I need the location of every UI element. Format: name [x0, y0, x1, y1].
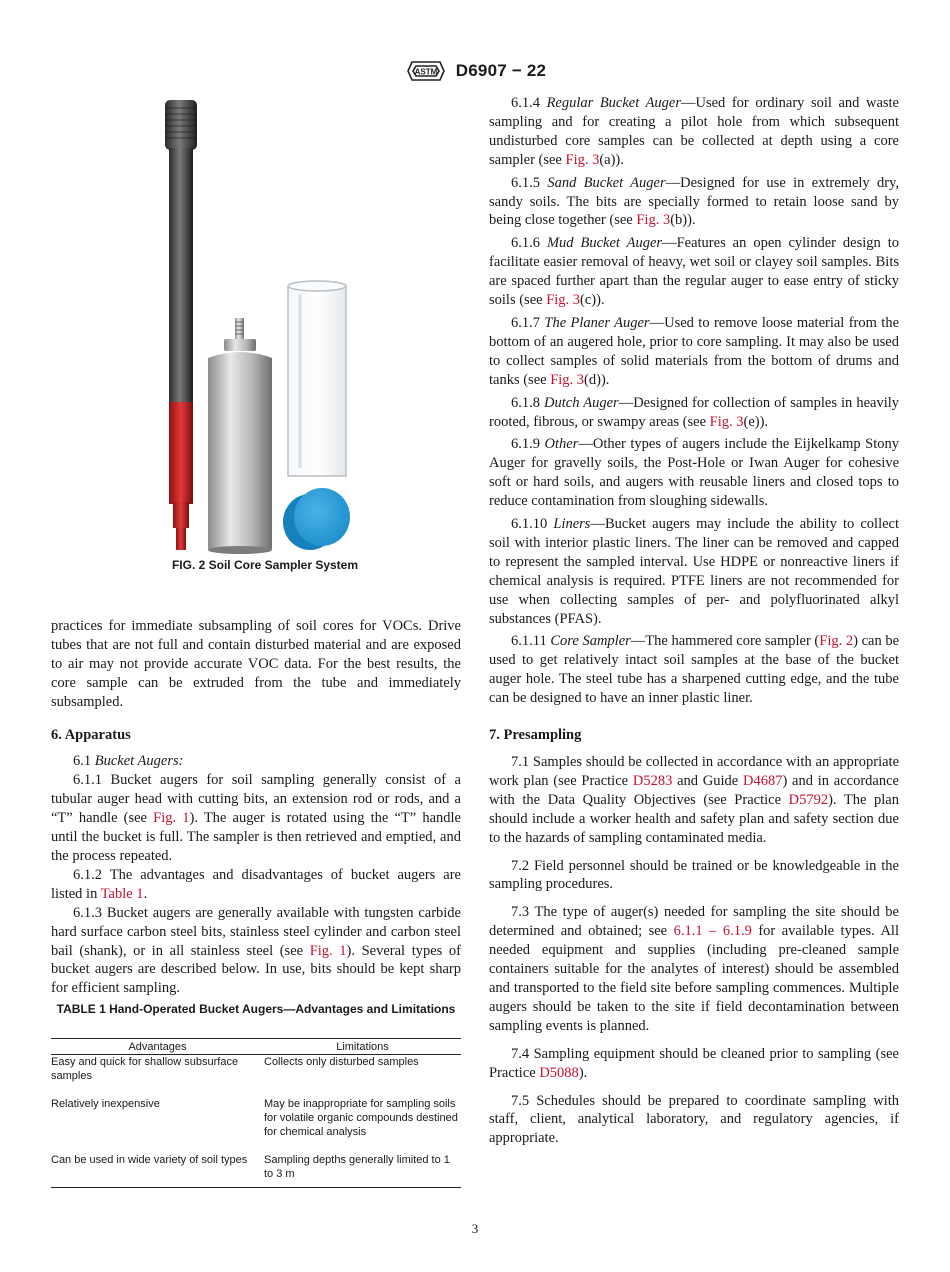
table-header: Limitations	[264, 1039, 461, 1055]
paragraph-7-4: 7.4 Sampling equipment should be cleaned prior to sampling (see Practice D5088).	[489, 1045, 899, 1081]
section-heading-presampling: 7. Presampling	[489, 727, 582, 744]
blue-caps	[283, 488, 350, 550]
plastic-liner	[288, 281, 346, 476]
section-heading-apparatus: 6. Apparatus	[51, 726, 131, 743]
page-header	[0, 56, 950, 86]
designation: D6907 − 22	[455, 61, 547, 80]
link-fig-3[interactable]: Fig. 3	[550, 371, 585, 388]
paragraph-6-1-10: 6.1.10 Liners—Bucket augers may include the ability to collect soil with interior plastic liners. The liner can be removed and capped to represent the sampled interval. Use HDPE or nonreactive liners if chemical analysis is required. PTFE liners are not recommended for use when collecting samples of per- and polyfluorinated alkyl substances (PFAS).	[489, 516, 900, 627]
paragraph-6-1: 6.1 Bucket Augers:	[73, 753, 184, 770]
core-tube	[208, 318, 272, 554]
paragraph-7-2: 7.2 Field personnel should be trained or be knowledgeable in the sampling procedures.	[489, 857, 899, 893]
link-fig-1[interactable]: Fig. 1	[309, 942, 347, 959]
drive-rod	[165, 100, 197, 550]
figure-caption: FIG. 2 Soil Core Sampler System	[171, 558, 359, 572]
paragraph-6-1-6: 6.1.6 Mud Bucket Auger—Features an open cylinder design to facilitate easier removal of heavy, wet soil or clayey soil samples. Bits are spaced further apart than the regular auger to ease entry of sticky soils (see Fig. 3(c)).	[489, 235, 900, 309]
link-d4687[interactable]: D4687	[742, 772, 783, 789]
paragraph-6-1-3: 6.1.3 Bucket augers are generally available with tungsten carbide hard surface carbon steel bits, stainless steel cylinder and carbon steel bail (shank), or in all stainless steel (see Fig. 1). Several types of bucket augers are described below. In use, bits should be kept sharp for efficient sampling.	[51, 904, 461, 997]
advantages-table	[51, 1038, 461, 1188]
link-fig-3[interactable]: Fig. 3	[636, 212, 671, 229]
table-row: Easy and quick for shallow subsurface samples Collects only disturbed samples	[51, 1056, 419, 1082]
link-d5088[interactable]: D5088	[539, 1064, 579, 1081]
link-d5792[interactable]: D5792	[788, 791, 829, 808]
paragraph-6-1-2: 6.1.2 The advantages and disadvantages of bucket augers are listed in Table 1.	[51, 866, 461, 902]
link-fig-1[interactable]: Fig. 1	[153, 810, 190, 827]
paragraph-6-1-5: 6.1.5 Sand Bucket Auger—Designed for use in extremely dry, sandy soils. The bits are specially formed to retain loose sand by being close together (see Fig. 3(b)).	[489, 174, 900, 229]
paragraph-7-5: 7.5 Schedules should be prepared to coordinate sampling with staff, client, analytical laboratory, and regulatory agencies, if appropriate.	[489, 1092, 899, 1147]
table-caption: TABLE 1 Hand-Operated Bucket Augers—Advantages and Limitations	[56, 1002, 456, 1016]
link-fig-3[interactable]: Fig. 3	[546, 292, 581, 309]
page-number: 3	[471, 1221, 479, 1236]
link-6-1-1-to-6-1-9[interactable]: 6.1.1 – 6.1.9	[673, 923, 752, 940]
intro-paragraph: practices for immediate subsampling of soil cores for VOCs. Drive tubes that are not full and contain disturbed material and are exposed to air may not provide accurate VOC data. For the best results, the core sample can be extruded from the tube and immediately subsampled.	[51, 618, 461, 710]
soil-core-sampler-figure	[140, 96, 380, 556]
table-row: Can be used in wide variety of soil types Sampling depths generally limited to 1 to 3 m	[51, 1153, 461, 1188]
astm-logo-icon	[404, 58, 448, 84]
link-fig-2[interactable]: Fig. 2	[819, 633, 854, 650]
paragraph-6-1-8: 6.1.8 Dutch Auger—Designed for collection of samples in heavily rooted, fibrous, or swampy areas (see Fig. 3(e)).	[489, 394, 900, 430]
right-column	[489, 94, 899, 1148]
paragraph-6-1-1: 6.1.1 Bucket augers for soil sampling generally consist of a tubular auger head with cutting bits, an extension rod or rods, and a “T” handle (see Fig. 1). The auger is rotated using the “T” handle until the bucket is full. The sampler is then retrieved and emptied, and the process repeated.	[51, 772, 461, 864]
paragraph-7-3: 7.3 The type of auger(s) needed for sampling the site should be determined and obtained; see 6.1.1 – 6.1.9 for available types. All needed equipment and supplies (including pre-cleaned sample containers suitable for the analytes of interest) should be assembled and transported to the field site before sampling commences. Multiple augers should be taken to the site if field decontamination between sampling events is planned.	[489, 904, 899, 1034]
svg-text:ASTM: ASTM	[414, 67, 438, 77]
link-fig-3[interactable]: Fig. 3	[709, 413, 744, 430]
link-fig-3[interactable]: Fig. 3	[565, 151, 600, 168]
link-table-1[interactable]: Table 1	[100, 885, 144, 902]
paragraph-6-1-7: 6.1.7 The Planer Auger—Used to remove loose material from the bottom of an augered hole, prior to core sampling. It may also be used to collect samples of solid materials from the bottom of drums and tanks (see Fig. 3(d)).	[489, 314, 900, 388]
table-header: Advantages	[51, 1039, 264, 1055]
paragraph-7-1: 7.1 Samples should be collected in accordance with an appropriate work plan (see Practice D5283 and Guide D4687) and in accordance with the Data Quality Objectives (see Practice D5792). The plan should include a worker health and safety plan and safety section due to the hazards of sampling contaminated media.	[489, 754, 899, 846]
paragraph-6-1-9: 6.1.9 Other—Other types of augers include the Eijkelkamp Stony Auger for gravelly soils, the Post-Hole or Iwan Auger for cohesive soft or hard soils, and augers with reusable liners and closed tops to reduce contamination from sloughing sidewalls.	[489, 436, 900, 510]
left-column	[51, 617, 461, 998]
paragraph-6-1-4: 6.1.4 Regular Bucket Auger—Used for ordinary soil and waste sampling and for creating a pilot hole from which subsequent undisturbed core samples can be collected at depth using a core sampler (see Fig. 3(a)).	[489, 95, 899, 168]
link-d5283[interactable]: D5283	[632, 772, 673, 789]
table-row: Relatively inexpensive May be inappropriate for sampling soils for volatile organic compounds destined for chemical analysis	[51, 1097, 458, 1138]
paragraph-6-1-11: 6.1.11 Core Sampler—The hammered core sampler (Fig. 2) can be used to get relatively intact soil samples at the base of the bucket auger hole. The steel tube has a sharpened cutting edge, and the tube can be designed to have an inner plastic liner.	[489, 633, 900, 707]
